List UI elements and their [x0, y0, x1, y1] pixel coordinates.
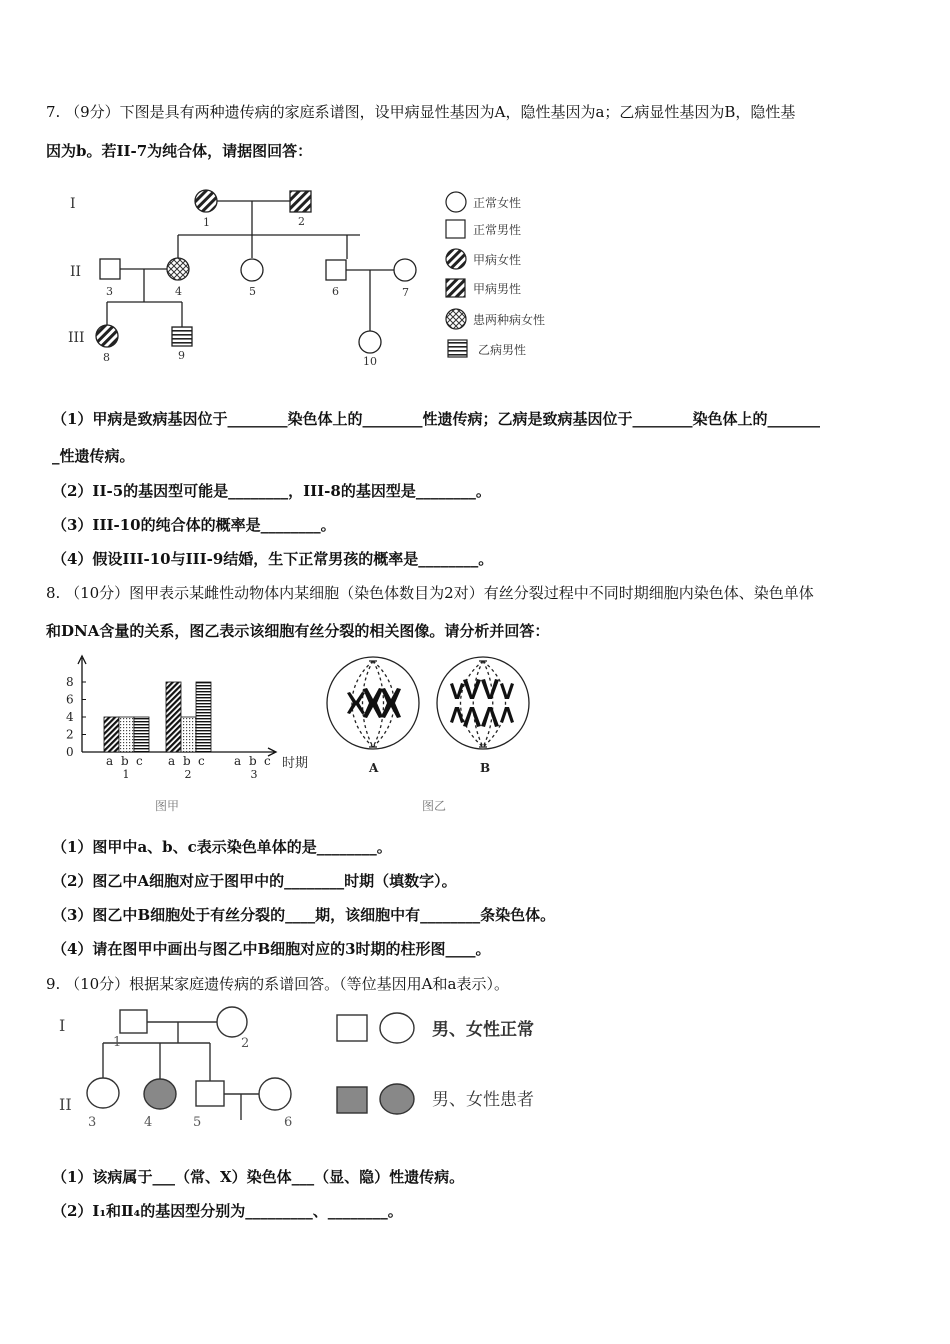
bar-a-period-2 [166, 682, 181, 752]
q9-stem: 9. （10分）根据某家庭遗传病的系谱回答。（等位基因用A和a表示）。 [46, 975, 509, 993]
x-sub-label: c [198, 754, 205, 768]
legend-affected-B-male: 乙病男性 [478, 343, 527, 357]
q7-part1-line1: （1）甲病是致病基因位于________染色体上的________性遗传病；乙病是致病基因位于________染色体上的_______ [52, 410, 820, 428]
gen-label-III: III [68, 330, 85, 346]
q8-part3: （3）图乙中B细胞处于有丝分裂的____期，该细胞中有________条染色体。 [52, 906, 556, 924]
legend-normal-male: 正常男性 [473, 223, 522, 237]
II-6-normal-male [326, 260, 346, 280]
II-4-affected-female [144, 1079, 176, 1109]
II-3-normal-female [87, 1078, 119, 1108]
y-tick-label: 2 [66, 727, 74, 742]
x-sub-label: b [183, 754, 191, 768]
II-6-normal-female [259, 1078, 291, 1110]
gen-label-I: I [59, 1016, 66, 1035]
x-sub-label: a [168, 754, 176, 768]
id-4: 4 [144, 1115, 153, 1130]
id-5: 5 [249, 285, 256, 298]
bar-b-period-1 [119, 717, 134, 752]
q8-part4: （4）请在图甲中画出与图乙中B细胞对应的3时期的柱形图____。 [52, 940, 491, 958]
y-tick-label: 0 [66, 745, 74, 759]
id-3: 3 [106, 285, 113, 298]
id-10: 10 [363, 355, 377, 368]
q8-part1: （1）图甲中a、b、c表示染色单体的是________。 [52, 838, 392, 856]
chart-xlabel: 时期 [282, 756, 309, 771]
bar-a-period-1 [104, 717, 119, 752]
y-tick-label: 6 [66, 692, 74, 707]
legend-both-diseases-female: 患两种病女性 [473, 313, 546, 327]
id-1: 1 [113, 1035, 122, 1050]
bar-c-period-2 [196, 682, 211, 752]
q8-part2: （2）图乙中A细胞对应于图甲中的________时期（填数字）。 [52, 872, 457, 890]
x-category-label: 1 [122, 768, 130, 781]
cell-B-label: B [480, 761, 491, 775]
q7-pedigree-figure [60, 182, 600, 377]
I-2-affected-A-male [290, 191, 311, 212]
legend-affected-A-male: 甲病男性 [473, 282, 522, 296]
id-7: 7 [402, 286, 409, 299]
y-tick-label: 8 [66, 675, 74, 689]
gen-label-II: II [59, 1095, 72, 1114]
id-3: 3 [88, 1115, 97, 1130]
I-1-affected-A-female [195, 190, 217, 212]
x-sub-label: a [234, 754, 242, 768]
caption-right: 图乙 [422, 799, 447, 813]
id-9: 9 [178, 349, 185, 362]
legend-normal: 男、女性正常 [432, 1020, 534, 1040]
chart-caption: 图甲 [155, 799, 180, 813]
q7-part2: （2）II-5的基因型可能是________，III-8的基因型是________。 [52, 482, 491, 500]
x-sub-label: b [249, 754, 257, 768]
id-6: 6 [284, 1115, 293, 1130]
x-sub-label: a [106, 754, 114, 768]
id-8: 8 [103, 351, 110, 364]
id-4: 4 [175, 285, 182, 298]
x-sub-label: c [136, 754, 143, 768]
legend-affected-A-female: 甲病女性 [473, 253, 522, 267]
gen-label-II: II [70, 264, 82, 280]
x-sub-label: b [121, 754, 129, 768]
q8-stem-line2: 和DNA含量的关系，图乙表示该细胞有丝分裂的相关图像。请分析并回答： [46, 622, 550, 640]
q8-stem-line1: 8. （10分）图甲表示某雌性动物体内某细胞（染色体数目为2对）有丝分裂过程中不同时期细胞内染色体、染色单体 [46, 584, 814, 602]
II-5-normal-female [241, 259, 263, 281]
bar-c-period-1 [134, 717, 149, 752]
III-8-affected-A-female [96, 325, 118, 347]
legend-affected: 男、女性患者 [432, 1090, 534, 1110]
id-2: 2 [298, 215, 305, 228]
II-5-normal-male [196, 1081, 224, 1106]
x-sub-label: c [264, 754, 271, 768]
I-1-normal-male [120, 1010, 147, 1033]
id-1: 1 [203, 216, 210, 229]
II-4-both-diseases-female [167, 258, 189, 280]
q7-part1-line2: _性遗传病。 [52, 447, 135, 465]
legend-normal-female: 正常女性 [473, 196, 522, 210]
gen-label-I: I [70, 196, 76, 212]
cell-A-label: A [369, 761, 379, 775]
q8-cell-images [325, 655, 545, 815]
III-9-affected-B-male [172, 327, 192, 346]
q7-part3: （3）III-10的纯合体的概率是________。 [52, 516, 336, 534]
q9-part2: （2）Ⅰ₁和Ⅱ₄的基因型分别为_________、________。 [52, 1202, 403, 1220]
q7-part4: （4）假设III-10与III-9结婚，生下正常男孩的概率是________。 [52, 550, 494, 568]
q9-part1: （1）该病属于___（常、X）染色体___（显、隐）性遗传病。 [52, 1168, 465, 1186]
y-tick-label: 4 [66, 710, 74, 724]
id-6: 6 [332, 285, 339, 298]
x-category-label: 2 [184, 768, 192, 781]
III-10-normal-female [359, 331, 381, 353]
q7-stem-line2: 因为b。若II-7为纯合体，请据图回答： [46, 142, 313, 160]
II-3-normal-male [100, 259, 120, 279]
id-2: 2 [241, 1036, 250, 1051]
II-7-normal-female [394, 259, 416, 281]
bar-b-period-2 [181, 717, 196, 752]
id-5: 5 [193, 1115, 202, 1130]
x-category-label: 3 [250, 768, 258, 781]
I-2-normal-female [217, 1007, 247, 1037]
q7-stem-line1: 7. （9分）下图是具有两种遗传病的家庭系谱图，设甲病显性基因为A，隐性基因为a；乙病显性基因为B，隐性基 [46, 103, 796, 121]
q9-pedigree-figure [55, 1002, 575, 1132]
q8-bar-chart [60, 652, 330, 822]
